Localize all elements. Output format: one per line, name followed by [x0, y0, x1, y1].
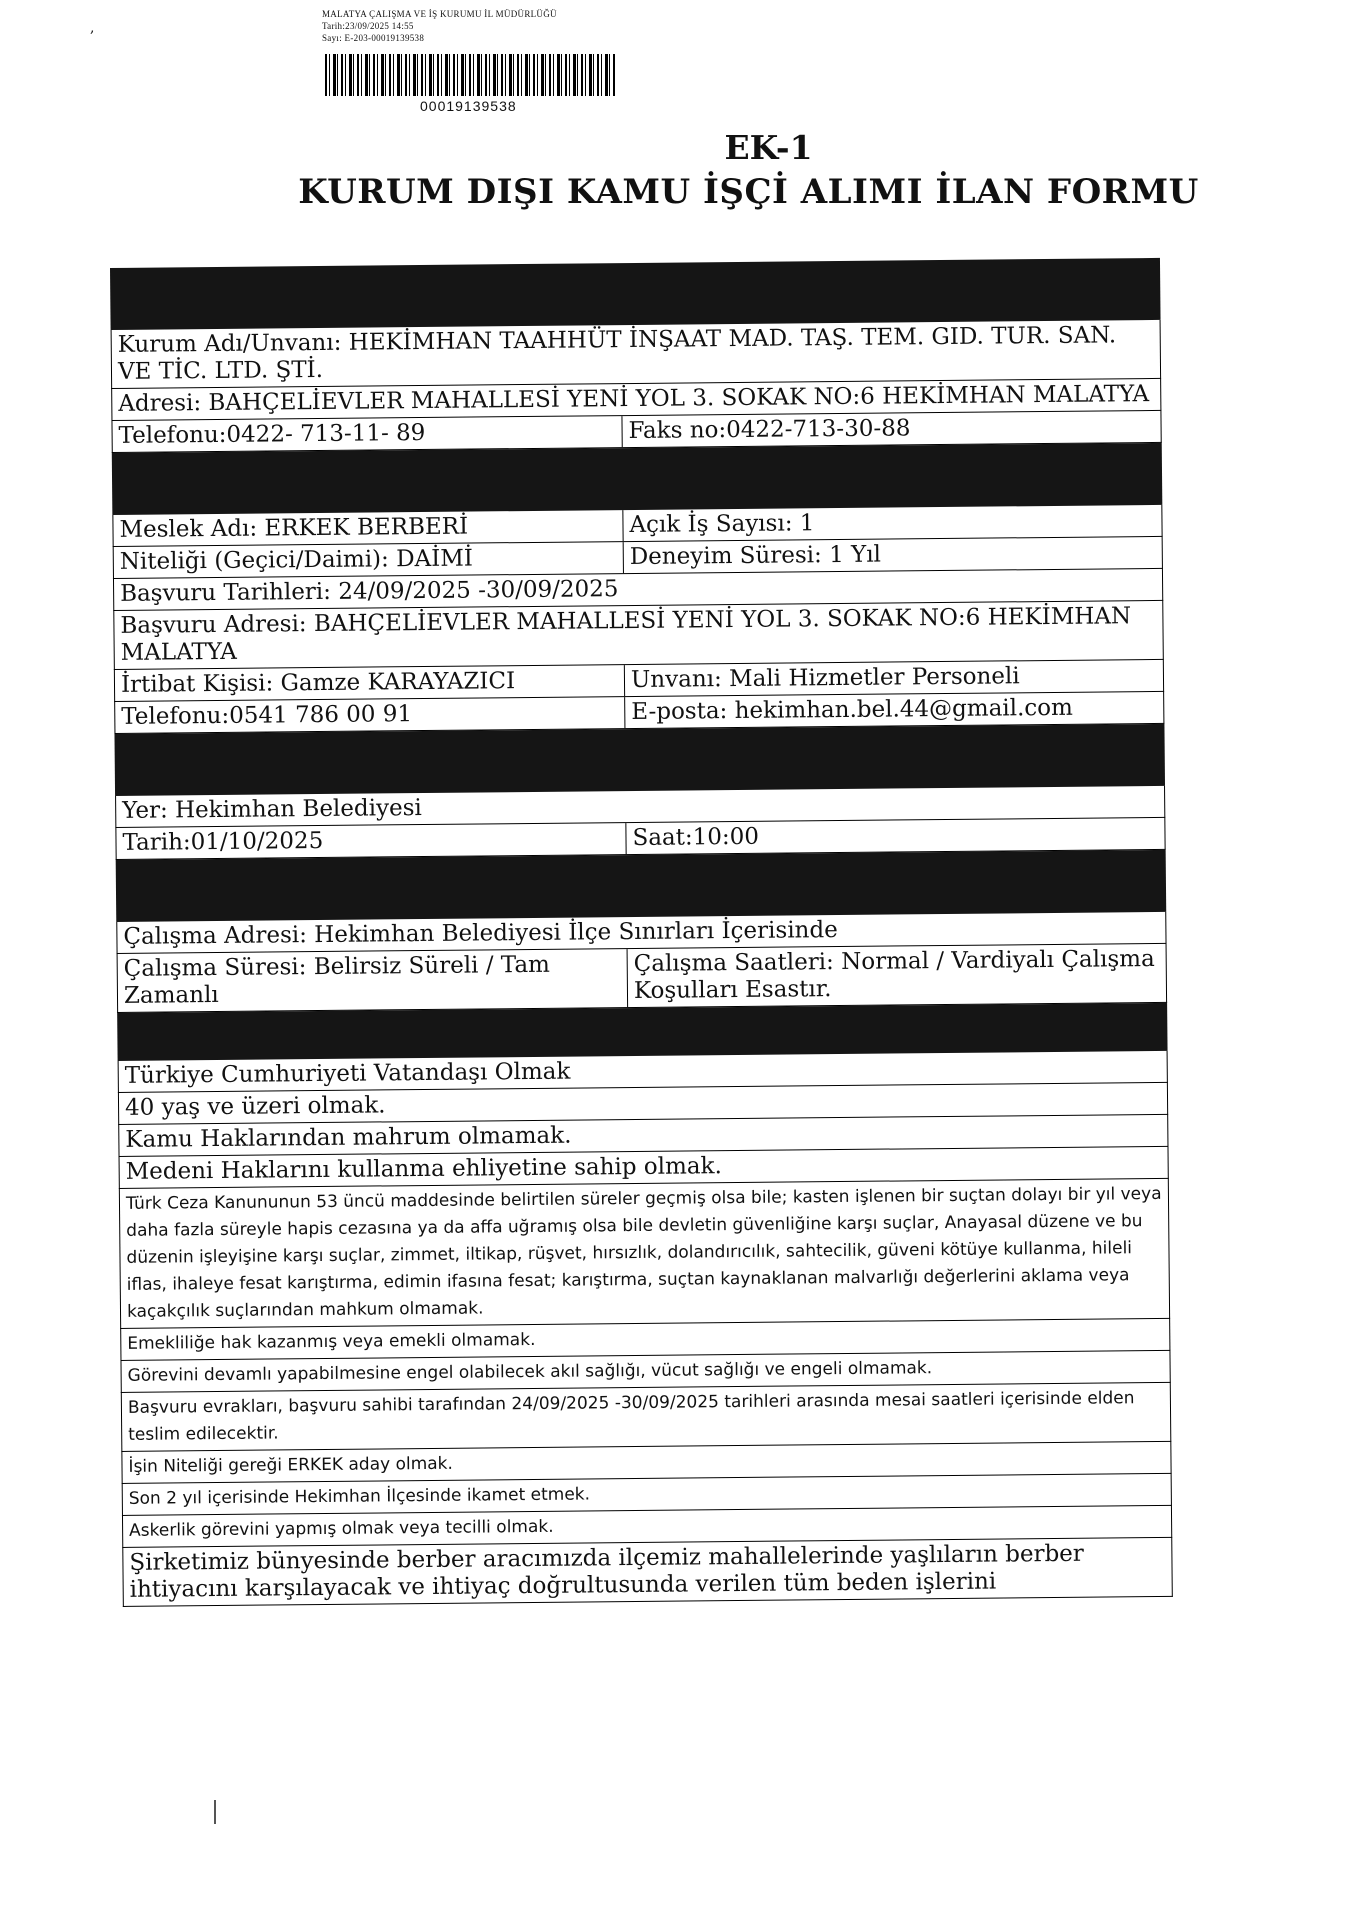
institution-address: Adresi: BAHÇELİEVLER MAHALLESİ YENİ YOL 3. SOKAK NO:6 HEKİMHAN MALATYA — [118, 381, 1150, 417]
institution-phone: Telefonu:0422- 713-11- 89 — [112, 416, 622, 452]
stamp-line: MALATYA ÇALIŞMA VE İŞ KURUMU İL MÜDÜRLÜĞÜ — [322, 9, 557, 19]
requirement: Görevini devamlı yapabilmesine engel olabilecek akıl sağlığı, vücut sağlığı ve engeli olmamak. — [127, 1358, 933, 1386]
experience-duration: Deneyim Süresi: 1 Yıl — [629, 541, 882, 571]
barcode — [325, 54, 617, 96]
requirement: 40 yaş ve üzeri olmak. — [124, 1092, 386, 1121]
occupation-name: Meslek Adı: ERKEK BERBERİ — [113, 510, 623, 546]
contact-email: E-posta: hekimhan.bel.44@gmail.com — [631, 694, 1074, 726]
requirement: Askerlik görevini yapmış olmak veya tecilli olmak. — [129, 1516, 554, 1541]
requirement: Kamu Haklarından mahrum olmamak. — [125, 1122, 572, 1153]
open-positions: Açık İş Sayısı: 1 — [629, 510, 815, 539]
requirement: Türkiye Cumhuriyeti Vatandaşı Olmak — [124, 1058, 571, 1089]
contact-phone: Telefonu:0541 786 00 91 — [115, 697, 625, 733]
section-bar — [116, 850, 1167, 922]
application-dates: Başvuru Tarihleri: 24/09/2025 -30/09/2025 — [120, 576, 619, 607]
requirement: Başvuru evrakları, başvuru sahibi tarafından 24/09/2025 -30/09/2025 tarihleri arasında mesai saatleri içerisinde elden teslim edilecektir. — [127, 1388, 1135, 1445]
form-row — [117, 944, 1168, 1013]
interview-place: Yer: Hekimhan Belediyesi — [122, 795, 422, 824]
work-address: Çalışma Adresi: Hekimhan Belediyesi İlçe Sınırları İçerisinde — [123, 917, 838, 950]
job-nature: Niteliği (Geçici/Daimi): DAİMİ — [114, 542, 624, 578]
scan-mark: , — [90, 20, 95, 36]
form-title: KURUM DIŞI KAMU İŞÇİ ALIMI İLAN FORMU — [298, 172, 1199, 212]
institution-name: Kurum Adı/Unvanı: HEKİMHAN TAAHHÜT İNŞAAT MAD. TAŞ. TEM. GID. TUR. SAN. VE TİC. LTD. ŞTİ. — [117, 322, 1117, 385]
interview-date: Tarih:01/10/2025 — [116, 823, 626, 859]
scan-artifact — [214, 1800, 216, 1824]
stamp-line: Sayı: E-203-00019139538 — [322, 33, 425, 43]
section-bar — [114, 724, 1165, 796]
requirement: İşin Niteliği gereği ERKEK aday olmak. — [128, 1453, 453, 1477]
application-address: Başvuru Adresi: BAHÇELİEVLER MAHALLESİ YENİ YOL 3. SOKAK NO:6 HEKİMHAN MALATYA — [120, 603, 1132, 666]
requirement: Türk Ceza Kanununun 53 üncü maddesinde belirtilen süreler geçmiş olsa bile; kasten işlenen bir suçtan dolayı bir yıl veya daha fazla süreyle hapis cezasına ya da affa uğramış olsa bile devletin güvenliğine karşı suçlar, Anayasal düzene ve bu düzenin işleyişine karşı suçlar, zimmet, iltikap, rüşvet, hırsızlık, dolandırıcılık, sahtecilik, güveni kötüye kullanma, hileli iflas, ihaleye fesat karıştırma, edimin ifasına fesat; karıştırma, suçtan kaynaklanan malvarlığı değerlerini aklama veya kaçakçılık suçlarından mahkum olmamak. — [125, 1183, 1162, 1322]
requirement-row — [119, 1179, 1170, 1329]
section-bar — [110, 258, 1161, 330]
annex-label: EK-1 — [724, 128, 813, 167]
contact-title: Unvanı: Mali Hizmetler Personeli — [630, 663, 1020, 694]
registry-stamp — [322, 8, 622, 44]
job-description: Şirketimiz bünyesinde berber aracımızda ilçemiz mahallelerinde yaşlıların berber ihtiyacını karşılayacak ve ihtiyaç doğrultusunda verilen tüm beden işlerini — [129, 1540, 1084, 1603]
work-hours: Çalışma Saatleri: Normal / Vardiyalı Çalışma Koşulları Esastır. — [633, 946, 1155, 1005]
announcement-form — [110, 258, 1173, 1607]
form-row — [111, 320, 1162, 389]
interview-time: Saat:10:00 — [632, 823, 760, 852]
requirement: Emekliliğe hak kazanmış veya emekli olmamak. — [127, 1329, 536, 1354]
contact-person: İrtibat Kişisi: Gamze KARAYAZICI — [115, 665, 625, 701]
work-duration: Çalışma Süresi: Belirsiz Süreli / Tam Zamanlı — [118, 949, 629, 1012]
requirement-row — [121, 1383, 1172, 1452]
institution-fax: Faks no:0422-713-30-88 — [628, 415, 911, 445]
requirement: Son 2 yıl içerisinde Hekimhan İlçesinde ikamet etmek. — [128, 1484, 591, 1509]
requirement: Medeni Haklarını kullanma ehliyetine sahip olmak. — [125, 1153, 722, 1185]
stamp-line: Tarih:23/09/2025 14:55 — [322, 21, 414, 31]
section-bar — [112, 443, 1163, 515]
barcode-number: 00019139538 — [420, 98, 517, 114]
form-row — [113, 601, 1164, 670]
requirement-row — [122, 1538, 1173, 1607]
